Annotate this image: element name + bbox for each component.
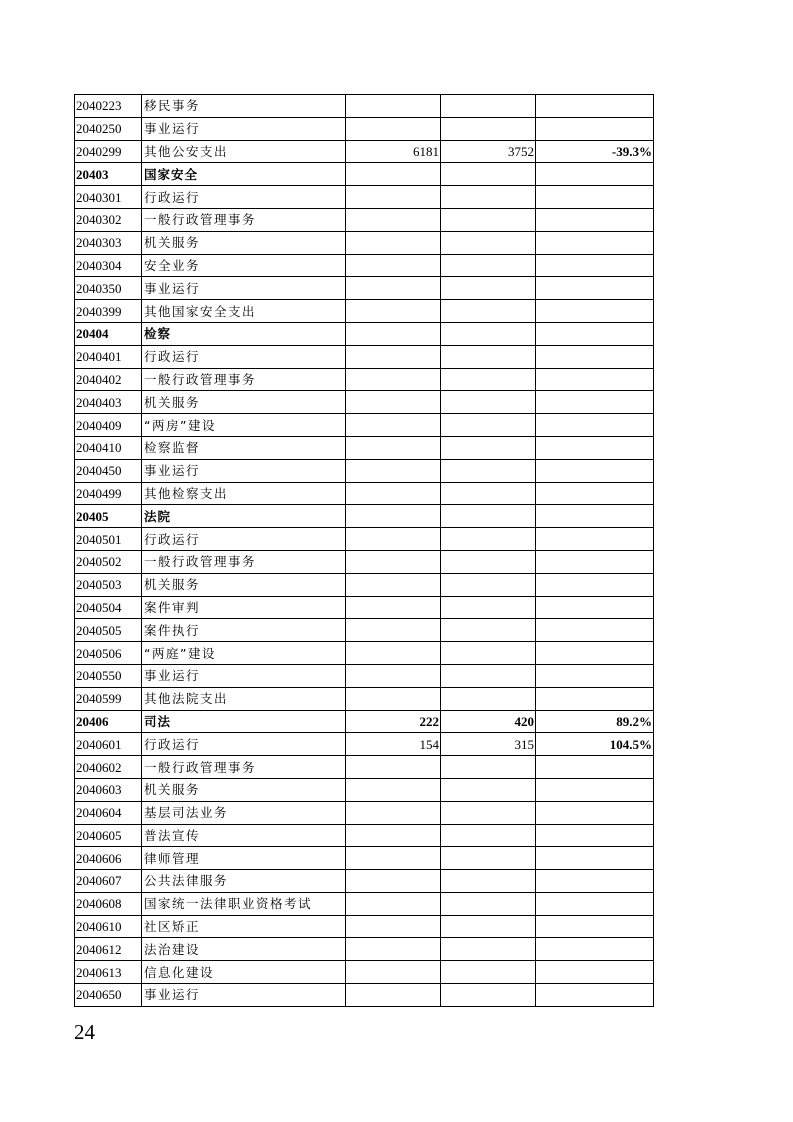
value-cell <box>346 391 441 414</box>
value-cell <box>346 436 441 459</box>
value-cell <box>346 801 441 824</box>
value-cell <box>441 231 536 254</box>
table-row <box>75 459 654 482</box>
value-cell <box>441 322 536 345</box>
name-cell: 其他法院支出 <box>142 687 346 710</box>
code-cell: 2040505 <box>75 619 142 642</box>
code-cell: 2040612 <box>75 938 142 961</box>
name-cell: 法院 <box>142 505 346 528</box>
code-cell: 2040399 <box>75 300 142 323</box>
percent-cell <box>536 345 654 368</box>
table-row <box>75 984 654 1007</box>
value-cell <box>346 756 441 779</box>
percent-cell <box>536 231 654 254</box>
code-cell: 2040613 <box>75 961 142 984</box>
name-cell: 其他公安支出 <box>142 140 346 163</box>
value-cell: 3752 <box>441 140 536 163</box>
table-row <box>75 208 654 231</box>
table-row <box>75 368 654 391</box>
value-cell <box>346 277 441 300</box>
value-cell <box>441 528 536 551</box>
name-cell: 行政运行 <box>142 733 346 756</box>
name-cell: 国家安全 <box>142 163 346 186</box>
value-cell <box>346 505 441 528</box>
value-cell <box>346 550 441 573</box>
name-cell: 社区矫正 <box>142 915 346 938</box>
table-row <box>75 300 654 323</box>
percent-cell <box>536 984 654 1007</box>
value-cell <box>441 824 536 847</box>
name-cell: 事业运行 <box>142 459 346 482</box>
code-cell: 2040607 <box>75 870 142 893</box>
percent-cell <box>536 277 654 300</box>
name-cell: 行政运行 <box>142 345 346 368</box>
table-row <box>75 938 654 961</box>
value-cell <box>346 368 441 391</box>
code-cell: 2040410 <box>75 436 142 459</box>
value-cell <box>346 459 441 482</box>
value-cell <box>346 847 441 870</box>
code-cell: 2040650 <box>75 984 142 1007</box>
table-row <box>75 345 654 368</box>
value-cell <box>441 550 536 573</box>
percent-cell <box>536 254 654 277</box>
table-body <box>75 95 654 1007</box>
name-cell: 信息化建设 <box>142 961 346 984</box>
value-cell: 315 <box>441 733 536 756</box>
code-cell: 2040303 <box>75 231 142 254</box>
value-cell <box>441 915 536 938</box>
name-cell: 公共法律服务 <box>142 870 346 893</box>
value-cell <box>346 163 441 186</box>
percent-cell <box>536 938 654 961</box>
value-cell <box>346 573 441 596</box>
percent-cell <box>536 163 654 186</box>
code-cell: 2040501 <box>75 528 142 551</box>
table-row <box>75 550 654 573</box>
table-row <box>75 482 654 505</box>
value-cell <box>346 231 441 254</box>
value-cell <box>441 847 536 870</box>
code-cell: 2040603 <box>75 778 142 801</box>
percent-cell <box>536 459 654 482</box>
table-row <box>75 391 654 414</box>
table-row <box>75 436 654 459</box>
value-cell <box>346 596 441 619</box>
value-cell <box>346 642 441 665</box>
percent-cell <box>536 619 654 642</box>
name-cell: 一般行政管理事务 <box>142 368 346 391</box>
percent-cell <box>536 664 654 687</box>
value-cell <box>441 117 536 140</box>
percent-cell <box>536 208 654 231</box>
code-cell: 2040599 <box>75 687 142 710</box>
code-cell: 2040402 <box>75 368 142 391</box>
code-cell: 2040250 <box>75 117 142 140</box>
value-cell: 222 <box>346 710 441 733</box>
code-cell: 2040504 <box>75 596 142 619</box>
value-cell <box>441 870 536 893</box>
code-cell: 2040499 <box>75 482 142 505</box>
value-cell: 154 <box>346 733 441 756</box>
percent-cell <box>536 642 654 665</box>
percent-cell <box>536 186 654 209</box>
code-cell: 2040502 <box>75 550 142 573</box>
value-cell <box>441 254 536 277</box>
percent-cell <box>536 892 654 915</box>
value-cell <box>346 300 441 323</box>
value-cell <box>346 414 441 437</box>
table-row <box>75 596 654 619</box>
table-row <box>75 756 654 779</box>
table-row <box>75 231 654 254</box>
value-cell <box>441 892 536 915</box>
name-cell: 其他检察支出 <box>142 482 346 505</box>
name-cell: 机关服务 <box>142 778 346 801</box>
percent-cell <box>536 391 654 414</box>
code-cell: 20403 <box>75 163 142 186</box>
table-row <box>75 847 654 870</box>
percent-cell <box>536 870 654 893</box>
value-cell <box>441 687 536 710</box>
code-cell: 2040350 <box>75 277 142 300</box>
code-cell: 20404 <box>75 322 142 345</box>
value-cell <box>346 95 441 118</box>
name-cell: 检察 <box>142 322 346 345</box>
percent-cell <box>536 824 654 847</box>
value-cell <box>441 368 536 391</box>
value-cell <box>441 186 536 209</box>
table-row <box>75 322 654 345</box>
code-cell: 2040606 <box>75 847 142 870</box>
value-cell <box>441 596 536 619</box>
value-cell <box>346 870 441 893</box>
table-row <box>75 961 654 984</box>
name-cell: 行政运行 <box>142 528 346 551</box>
table-row <box>75 778 654 801</box>
code-cell: 2040450 <box>75 459 142 482</box>
value-cell <box>441 482 536 505</box>
percent-cell <box>536 687 654 710</box>
page-number: 24 <box>74 1020 95 1044</box>
table-row <box>75 619 654 642</box>
name-cell: 事业运行 <box>142 664 346 687</box>
name-cell: 机关服务 <box>142 391 346 414</box>
table-row <box>75 186 654 209</box>
code-cell: 20406 <box>75 710 142 733</box>
name-cell: 普法宣传 <box>142 824 346 847</box>
name-cell: 司法 <box>142 710 346 733</box>
table-row <box>75 664 654 687</box>
table-row <box>75 117 654 140</box>
table-row <box>75 95 654 118</box>
name-cell: 案件执行 <box>142 619 346 642</box>
percent-cell <box>536 596 654 619</box>
value-cell <box>441 664 536 687</box>
code-cell: 2040302 <box>75 208 142 231</box>
value-cell <box>346 687 441 710</box>
table-row <box>75 801 654 824</box>
code-cell: 2040301 <box>75 186 142 209</box>
percent-cell <box>536 505 654 528</box>
name-cell: “两房”建设 <box>142 414 346 437</box>
budget-table <box>74 94 654 1007</box>
table-row <box>75 163 654 186</box>
value-cell <box>346 824 441 847</box>
percent-cell <box>536 368 654 391</box>
code-cell: 20405 <box>75 505 142 528</box>
name-cell: 一般行政管理事务 <box>142 550 346 573</box>
value-cell <box>441 505 536 528</box>
table-row <box>75 642 654 665</box>
name-cell: 机关服务 <box>142 573 346 596</box>
code-cell: 2040608 <box>75 892 142 915</box>
value-cell <box>441 95 536 118</box>
value-cell <box>441 436 536 459</box>
percent-cell <box>536 95 654 118</box>
percent-cell <box>536 573 654 596</box>
code-cell: 2040403 <box>75 391 142 414</box>
table-row <box>75 528 654 551</box>
table-row <box>75 870 654 893</box>
value-cell <box>346 117 441 140</box>
table-row <box>75 915 654 938</box>
value-cell <box>441 345 536 368</box>
percent-cell <box>536 915 654 938</box>
name-cell: 律师管理 <box>142 847 346 870</box>
value-cell <box>346 345 441 368</box>
percent-cell <box>536 961 654 984</box>
percent-cell <box>536 322 654 345</box>
table-row <box>75 140 654 163</box>
table-row <box>75 254 654 277</box>
value-cell: 6181 <box>346 140 441 163</box>
value-cell <box>441 414 536 437</box>
code-cell: 2040223 <box>75 95 142 118</box>
table-row <box>75 733 654 756</box>
value-cell <box>346 961 441 984</box>
value-cell <box>441 208 536 231</box>
code-cell: 2040610 <box>75 915 142 938</box>
value-cell <box>441 300 536 323</box>
percent-cell <box>536 300 654 323</box>
value-cell <box>346 915 441 938</box>
value-cell <box>346 938 441 961</box>
value-cell <box>346 186 441 209</box>
value-cell <box>346 664 441 687</box>
value-cell: 420 <box>441 710 536 733</box>
name-cell: 一般行政管理事务 <box>142 756 346 779</box>
value-cell <box>441 778 536 801</box>
code-cell: 2040409 <box>75 414 142 437</box>
name-cell: 案件审判 <box>142 596 346 619</box>
percent-cell: 104.5% <box>536 733 654 756</box>
name-cell: 检察监督 <box>142 436 346 459</box>
value-cell <box>346 482 441 505</box>
table-row <box>75 277 654 300</box>
value-cell <box>441 619 536 642</box>
code-cell: 2040550 <box>75 664 142 687</box>
percent-cell <box>536 778 654 801</box>
value-cell <box>441 391 536 414</box>
percent-cell <box>536 550 654 573</box>
table-row <box>75 892 654 915</box>
value-cell <box>441 277 536 300</box>
table-row <box>75 687 654 710</box>
name-cell: 机关服务 <box>142 231 346 254</box>
code-cell: 2040604 <box>75 801 142 824</box>
table-row <box>75 824 654 847</box>
code-cell: 2040401 <box>75 345 142 368</box>
code-cell: 2040602 <box>75 756 142 779</box>
name-cell: 安全业务 <box>142 254 346 277</box>
value-cell <box>441 938 536 961</box>
value-cell <box>441 573 536 596</box>
value-cell <box>346 208 441 231</box>
name-cell: 国家统一法律职业资格考试 <box>142 892 346 915</box>
code-cell: 2040503 <box>75 573 142 596</box>
name-cell: 事业运行 <box>142 984 346 1007</box>
table-row <box>75 414 654 437</box>
name-cell: 移民事务 <box>142 95 346 118</box>
percent-cell <box>536 528 654 551</box>
name-cell: 事业运行 <box>142 277 346 300</box>
name-cell: 基层司法业务 <box>142 801 346 824</box>
code-cell: 2040506 <box>75 642 142 665</box>
percent-cell <box>536 482 654 505</box>
value-cell <box>346 322 441 345</box>
percent-cell: -39.3% <box>536 140 654 163</box>
percent-cell <box>536 801 654 824</box>
code-cell: 2040601 <box>75 733 142 756</box>
percent-cell <box>536 414 654 437</box>
table-row <box>75 505 654 528</box>
value-cell <box>441 163 536 186</box>
value-cell <box>346 892 441 915</box>
value-cell <box>346 528 441 551</box>
name-cell: 其他国家安全支出 <box>142 300 346 323</box>
percent-cell <box>536 436 654 459</box>
value-cell <box>441 756 536 779</box>
value-cell <box>441 642 536 665</box>
code-cell: 2040304 <box>75 254 142 277</box>
value-cell <box>346 984 441 1007</box>
table-row <box>75 573 654 596</box>
table-row <box>75 710 654 733</box>
percent-cell <box>536 847 654 870</box>
code-cell: 2040299 <box>75 140 142 163</box>
value-cell <box>441 459 536 482</box>
value-cell <box>441 801 536 824</box>
value-cell <box>441 984 536 1007</box>
value-cell <box>346 254 441 277</box>
value-cell <box>346 778 441 801</box>
value-cell <box>441 961 536 984</box>
name-cell: 一般行政管理事务 <box>142 208 346 231</box>
percent-cell <box>536 117 654 140</box>
name-cell: 事业运行 <box>142 117 346 140</box>
percent-cell <box>536 756 654 779</box>
code-cell: 2040605 <box>75 824 142 847</box>
name-cell: 法治建设 <box>142 938 346 961</box>
name-cell: “两庭”建设 <box>142 642 346 665</box>
percent-cell: 89.2% <box>536 710 654 733</box>
value-cell <box>346 619 441 642</box>
name-cell: 行政运行 <box>142 186 346 209</box>
